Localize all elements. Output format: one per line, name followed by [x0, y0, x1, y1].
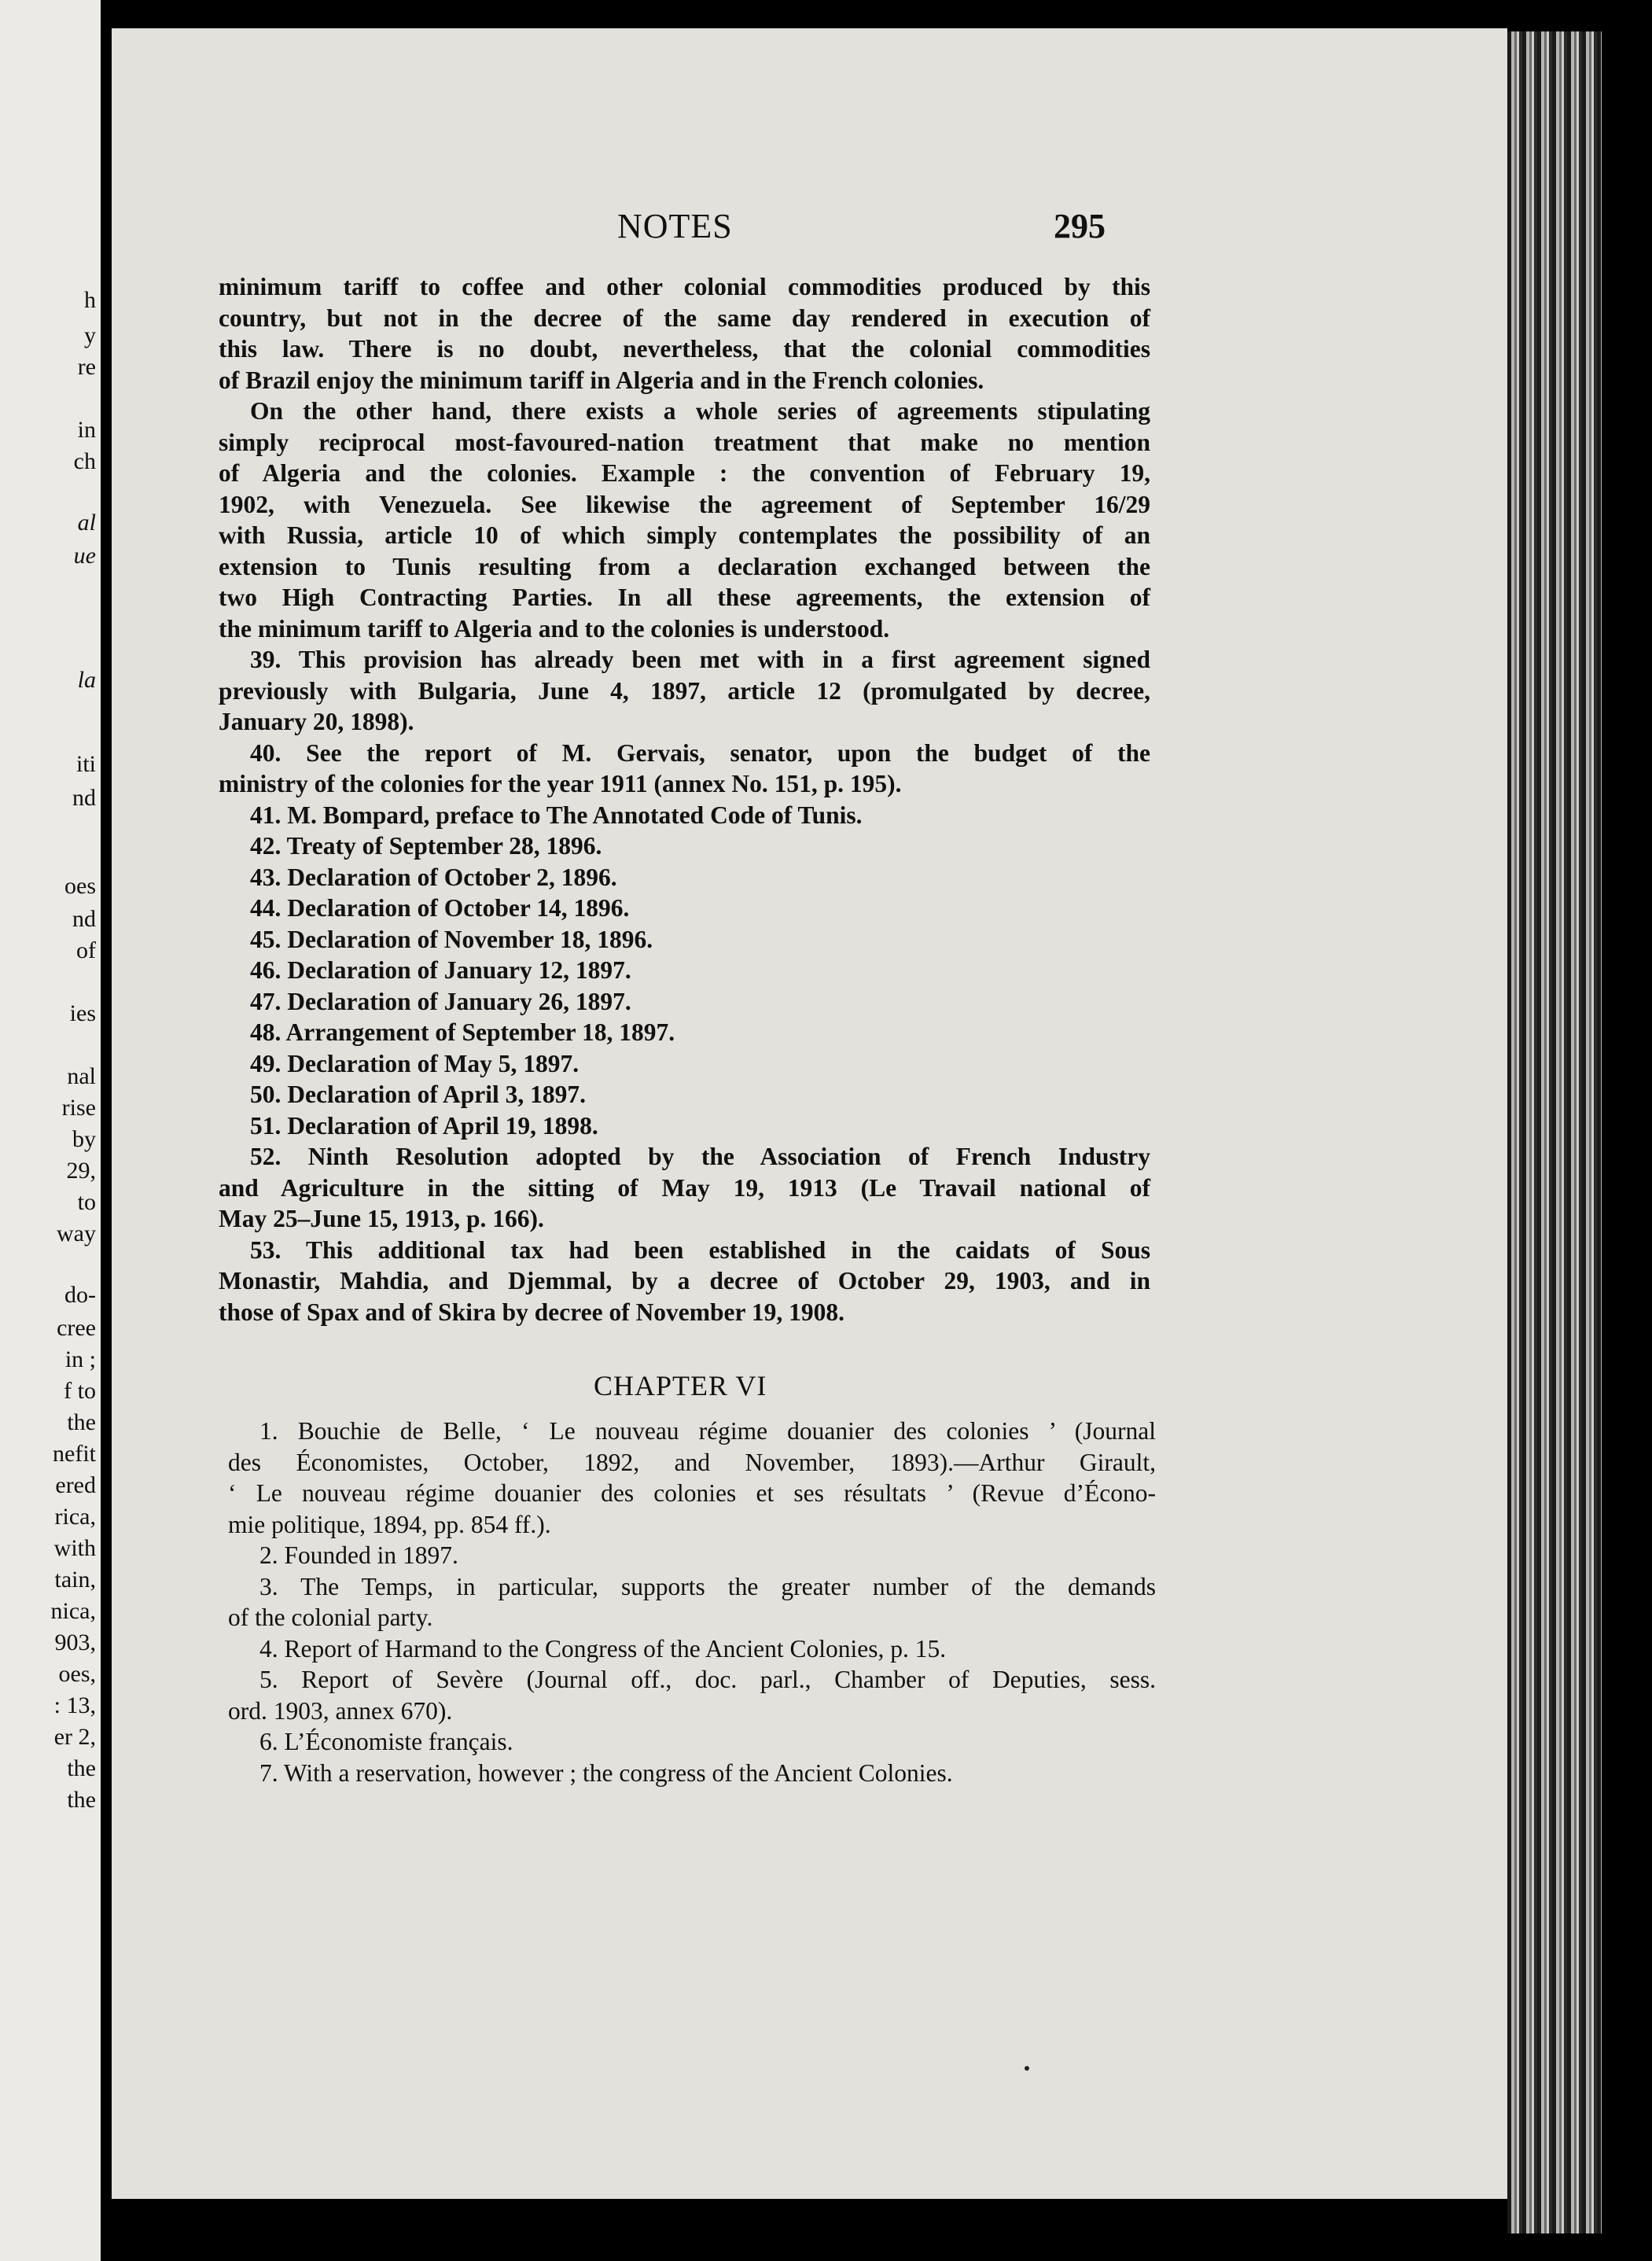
text-line: 42. Treaty of September 28, 1896.	[250, 832, 602, 860]
text-line: des Économistes, October, 1892, and November, 1893).—Arthur Girault,	[228, 1448, 1156, 1476]
text-line: May 25–June 15, 1913, p. 166).	[219, 1205, 544, 1232]
text-line: 7. With a reservation, however ; the congress of the Ancient Colonies.	[259, 1758, 953, 1787]
text-line: mie politique, 1894, pp. 854 ff.).	[228, 1510, 551, 1538]
page-stack-edge	[1507, 31, 1602, 2233]
previous-page-fragment: la	[77, 667, 96, 693]
text-line: 48. Arrangement of September 18, 1897.	[250, 1018, 675, 1046]
previous-page-fragment: by	[72, 1126, 96, 1152]
previous-page-fragment: ue	[73, 543, 96, 569]
previous-page-fragment: er 2,	[53, 1724, 96, 1750]
previous-page-fragment: nica,	[50, 1598, 96, 1624]
previous-page-fragment: h	[84, 287, 96, 313]
previous-page-fragment: nd	[72, 785, 96, 811]
previous-page-fragment: 903,	[54, 1629, 96, 1655]
text-line: 50. Declaration of April 3, 1897.	[250, 1081, 586, 1108]
previous-page-fragment: with	[53, 1535, 96, 1561]
running-head: NOTES	[617, 207, 733, 245]
previous-page-fragment: ies	[69, 1000, 96, 1026]
previous-page-fragment: the	[67, 1409, 96, 1435]
text-line: 1. Bouchie de Belle, ‘ Le nouveau régime douanier des colonies ’ (Journal	[259, 1417, 1156, 1445]
previous-page-fragment: way	[57, 1221, 96, 1246]
text-line: 6. L’Économiste français.	[259, 1728, 513, 1755]
text-line: 5. Report of Sevère (Journal off., doc. parl., Chamber of Deputies, sess.	[259, 1666, 1156, 1693]
text-line: extension to Tunis resulting from a declaration exchanged between the	[219, 552, 1150, 580]
previous-page-edge	[0, 0, 101, 2261]
text-line: country, but not in the decree of the same day rendered in execution of	[219, 304, 1150, 332]
text-line: and Agriculture in the sitting of May 19, 1913 (Le Travail national of	[219, 1173, 1150, 1202]
previous-page-fragment: tain,	[54, 1567, 96, 1593]
text-line: previously with Bulgaria, June 4, 1897, article 12 (promulgated by decree,	[219, 676, 1150, 705]
previous-page-fragment: al	[77, 510, 96, 536]
previous-page-fragment: y	[84, 322, 96, 348]
text-line: 4. Report of Harmand to the Congress of the Ancient Colonies, p. 15.	[259, 1634, 947, 1663]
previous-page-fragment: ered	[55, 1472, 96, 1498]
previous-page-fragment: oes	[64, 873, 96, 899]
text-line: 1902, with Venezuela. See likewise the agreement of September 16/29	[219, 490, 1150, 518]
text-line: 2. Founded in 1897.	[259, 1541, 458, 1569]
previous-page-fragment: of	[76, 937, 96, 963]
previous-page-fragment: oes,	[58, 1661, 96, 1687]
text-line: of Brazil enjoy the minimum tariff in Algeria and in the French colonies.	[219, 366, 984, 394]
text-line: 39. This provision has already been met with in a first agreement signed	[250, 646, 1150, 673]
text-line: ministry of the colonies for the year 1911 (annex No. 151, p. 195).	[219, 770, 902, 797]
ink-speck	[1025, 2066, 1029, 2071]
text-line: 41. M. Bompard, preface to The Annotated Code of Tunis.	[250, 801, 863, 829]
text-line: 51. Declaration of April 19, 1898.	[250, 1111, 598, 1140]
text-line: the minimum tariff to Algeria and to the colonies is understood.	[219, 614, 890, 643]
previous-page-fragment: the	[67, 1787, 96, 1813]
text-line: 45. Declaration of November 18, 1896.	[250, 925, 653, 953]
previous-page-fragment: re	[77, 354, 96, 380]
text-line: with Russia, article 10 of which simply contemplates the possibility of an	[219, 521, 1150, 549]
previous-page-fragment: to	[77, 1189, 96, 1215]
text-line: 46. Declaration of January 12, 1897.	[250, 956, 631, 984]
text-line: 44. Declaration of October 14, 1896.	[250, 894, 630, 922]
text-line: 53. This additional tax had been established in the caidats of Sous	[250, 1235, 1150, 1264]
text-line: those of Spax and of Skira by decree of November 19, 1908.	[219, 1298, 844, 1326]
previous-page-fragment: 29,	[66, 1158, 96, 1184]
previous-page-fragment: do-	[64, 1282, 96, 1308]
previous-page-fragment: nefit	[53, 1441, 96, 1467]
chapter-title: CHAPTER VI	[594, 1370, 767, 1401]
chapter-notes-block	[228, 1416, 1156, 1788]
text-line: simply reciprocal most-favoured-nation treatment that make no mention	[219, 428, 1150, 456]
text-line: 49. Declaration of May 5, 1897.	[250, 1049, 579, 1077]
previous-page-fragment: in	[77, 417, 96, 443]
previous-page-fragment: iti	[75, 751, 96, 777]
text-line: 52. Ninth Resolution adopted by the Association of French Industry	[250, 1143, 1150, 1170]
text-line: ‘ Le nouveau régime douanier des colonies et ses résultats ’ (Revue d’Écono-	[228, 1479, 1156, 1507]
notes-block	[219, 271, 1150, 1328]
previous-page-fragment: ch	[73, 448, 96, 474]
text-line: ord. 1903, annex 670).	[228, 1696, 453, 1725]
text-line: of Algeria and the colonies. Example : the convention of February 19,	[219, 459, 1150, 487]
previous-page-fragment: in ;	[64, 1346, 96, 1372]
text-line: Monastir, Mahdia, and Djemmal, by a decree of October 29, 1903, and in	[219, 1267, 1150, 1294]
previous-page-fragment: f to	[64, 1378, 96, 1404]
previous-page-fragment: rise	[61, 1095, 96, 1121]
previous-page-fragment: the	[67, 1755, 96, 1781]
previous-page-fragment: nal	[67, 1063, 96, 1089]
text-line: 47. Declaration of January 26, 1897.	[250, 987, 631, 1015]
text-line: minimum tariff to coffee and other colonial commodities produced by this	[219, 273, 1150, 300]
previous-page-fragment: cree	[57, 1315, 96, 1341]
text-line: two High Contracting Parties. In all these agreements, the extension of	[219, 584, 1150, 611]
previous-page-fragment: nd	[72, 906, 96, 932]
previous-page-fragment: : 13,	[53, 1692, 96, 1718]
text-line: this law. There is no doubt, nevertheless, that the colonial commodities	[219, 335, 1150, 363]
text-line: of the colonial party.	[228, 1604, 433, 1631]
text-line: 40. See the report of M. Gervais, senator, upon the budget of the	[250, 738, 1150, 767]
text-line: January 20, 1898).	[219, 708, 414, 735]
book-gutter	[101, 0, 112, 2261]
text-line: 43. Declaration of October 2, 1896.	[250, 863, 617, 891]
page-number: 295	[1054, 207, 1106, 245]
text-line: On the other hand, there exists a whole series of agreements stipulating	[250, 397, 1150, 425]
text-line: 3. The Temps, in particular, supports the greater number of the demands	[259, 1572, 1156, 1600]
previous-page-fragment: rica,	[54, 1504, 96, 1530]
